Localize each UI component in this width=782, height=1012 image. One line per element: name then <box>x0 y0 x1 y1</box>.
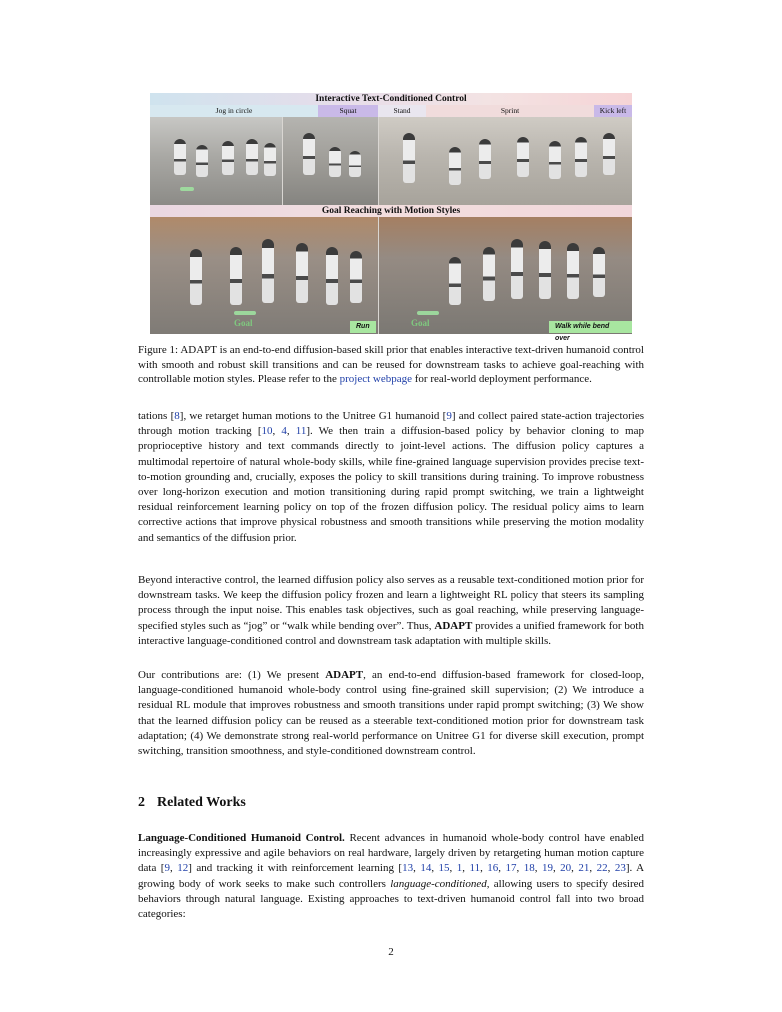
section-number: 2 <box>138 795 145 810</box>
prompt-squat: Squat <box>318 105 378 117</box>
citation-link[interactable]: 4 <box>281 425 287 438</box>
style-badge-bend: Walk while bend over <box>549 321 632 333</box>
prompt-sprint: Sprint <box>426 105 594 117</box>
citation-link[interactable]: 19 <box>541 862 553 875</box>
citation-link[interactable]: 10 <box>261 425 273 438</box>
photo-sprint <box>379 117 632 205</box>
text: , we retarget human motions to the Unitree G1 humanoid <box>183 410 440 422</box>
caption-text: ADAPT is an end-to-end diffusion-based skill prior that enables interactive text-driven humanoid control with smooth and robust skill transitions and can be reused for downstream tasks to achieve goal-reaching with controllable motion styles. Please refer to the <box>138 344 644 386</box>
text: and tracking it with reinforcement learning <box>196 862 394 875</box>
citation-link[interactable]: 21 <box>578 862 590 875</box>
text: Our contributions are: (1) We present <box>138 669 320 681</box>
text: . We then train a diffusion-based policy by behavior cloning to map proprioceptive history and text commands directly to joint-level actions. The diffusion policy captures a multimodal repertoire of natural whole-body skills, while fine-grained language supervision provides precise text-to-motion grounding and, crucially, exposes the policy to skill transitions during training. To improve robustness over long-horizon execution and motion transitioning during rapid prompt switching, we train a lightweight residual reinforcement learning policy on top of the frozen diffusion policy. The residual policy aims to learn corrective actions that improve physical robustness and smooth transitions while preserving the motion modality and semantics of the diffusion prior. <box>138 425 644 544</box>
paragraph-2 <box>138 573 644 649</box>
caption-tail: for real-world deployment performance. <box>414 373 592 386</box>
citation-link[interactable]: 13 <box>402 862 414 875</box>
citation-link[interactable]: 22 <box>596 862 608 875</box>
text: . A growing body of work seeks to make such controllers <box>138 862 645 890</box>
goal-label-left: Goal <box>234 318 253 328</box>
citation-link[interactable]: 16 <box>487 862 499 875</box>
section-title: Related Works <box>157 795 246 810</box>
goal-label-right: Goal <box>411 318 430 328</box>
citation-link[interactable]: 11 <box>469 862 481 875</box>
paragraph-1: tations [8], we retarget human motions to the Unitree G1 humanoid [9] and collect paired state-action trajectories through motion tracking [10, 4, 11]. We then train a diffusion-based policy by behavior cloning to map proprioceptive history and text commands directly to joint-level actions. The diffusion policy captures a multimodal repertoire of natural whole-body skills, while fine-grained language supervision provides precise text-to-motion grounding and, crucially, exposes the policy to skill transitions during training. To improve robustness over long-horizon execution and motion transitioning during rapid prompt switching, we train a lightweight residual reinforcement learning policy on top of the frozen diffusion policy. The residual policy aims to learn corrective actions that improve physical robustness and smooth transitions while preserving the motion modality and semantics of the diffusion prior. <box>138 410 644 544</box>
citation-link[interactable]: 14 <box>420 862 432 875</box>
text: Beyond interactive control, the learned diffusion policy also serves as a reusable text-conditioned motion prior for downstream tasks. We keep the diffusion policy frozen and learn a lightweight RL policy that steers its sampling process through the input noise. This enables task objectives, such as goal reaching, while preserving language-specified styles such as “jog” or “walk while bending over”. Thus, <box>138 574 644 632</box>
figure-1 <box>150 93 632 342</box>
prompt-jog: Jog in circle <box>150 105 318 117</box>
citation-link[interactable]: 17 <box>505 862 517 875</box>
photo-jog <box>150 117 282 205</box>
citation-link[interactable]: 18 <box>523 862 535 875</box>
citation-link[interactable]: 9 <box>446 410 452 422</box>
emphasis: language-conditioned <box>390 877 487 890</box>
project-webpage-link[interactable]: project webpage <box>339 373 412 386</box>
caption-label: Figure 1: <box>138 344 179 356</box>
text: and collect paired state-action trajectories through motion tracking <box>138 410 644 438</box>
page-number: 2 <box>388 946 394 958</box>
section-heading <box>138 795 246 811</box>
style-badge-run: Run <box>350 321 376 333</box>
text: tations <box>138 410 168 422</box>
photo-goal-run <box>150 217 378 334</box>
text: provides a unified framework for both interactive language-conditioned control and downstream task adaptation with multiple skills. <box>138 619 644 647</box>
citation-link[interactable]: 23 <box>614 862 626 875</box>
prompt-kick-left: Kick left <box>594 105 632 117</box>
paragraph-related-works: Language-Conditioned Humanoid Control. Recent advances in humanoid whole-body control have enabled increasingly expressive and agile behaviors on real hardware, largely driven by retargeting human motion capture data [9, 12] and tracking it with reinforcement learning [13, 14, 15, 1, 11, 16, 17, 18, 19, 20, 21, 22, 23]. A growing body of work seeks to make such controllers language-conditioned, allowing users to specify desired behaviors through natural language. Existing approaches to text-driven humanoid control fall into two broad categories: <box>138 832 645 921</box>
photo-squat <box>283 117 378 205</box>
figure-mid-title: Goal Reaching with Motion Styles <box>150 205 632 217</box>
photo-goal-bend <box>379 217 632 342</box>
text: Recent advances in humanoid whole-body control have enabled increasingly expressive and agile behaviors on real hardware, largely driven by retargeting human motion capture data <box>138 832 644 875</box>
prompt-stand: Stand <box>378 105 426 117</box>
citation-link[interactable]: 1 <box>456 862 463 875</box>
citation-link[interactable]: 9 <box>164 862 170 875</box>
figure-top-title: Interactive Text-Conditioned Control <box>150 93 632 105</box>
citation-link[interactable]: 8 <box>174 410 180 422</box>
citation-link[interactable]: 15 <box>438 862 450 875</box>
text: , allowing users to specify desired behaviors through natural language. Existing approaches to text-driven humanoid control fall into two broad categories: <box>138 877 644 921</box>
paragraph-contributions <box>138 668 644 759</box>
method-name: ADAPT <box>434 619 473 632</box>
paragraph-heading: Language-Conditioned Humanoid Control. <box>138 832 345 844</box>
method-name: ADAPT <box>325 669 364 681</box>
figure-caption <box>138 343 644 387</box>
citation-link[interactable]: 20 <box>560 862 572 875</box>
text: , an end-to-end diffusion-based framework for closed-loop, language-conditioned humanoid whole-body control using fine-grained skill supervision; (2) We introduce a residual RL module that improves robustness and smooth transitions under rapid prompt switching; (3) We show that the learned diffusion policy can be reused as a steerable text-conditioned motion prior for downstream task adaptation; (4) We demonstrate strong real-world performance on Unitree G1 for diverse skill execution, prompt switching, transition smoothness, and style-conditioned downstream control. <box>138 669 645 758</box>
citation-link[interactable]: 12 <box>177 862 189 875</box>
prompt-bar <box>150 105 632 117</box>
citation-link[interactable]: 11 <box>295 425 307 438</box>
